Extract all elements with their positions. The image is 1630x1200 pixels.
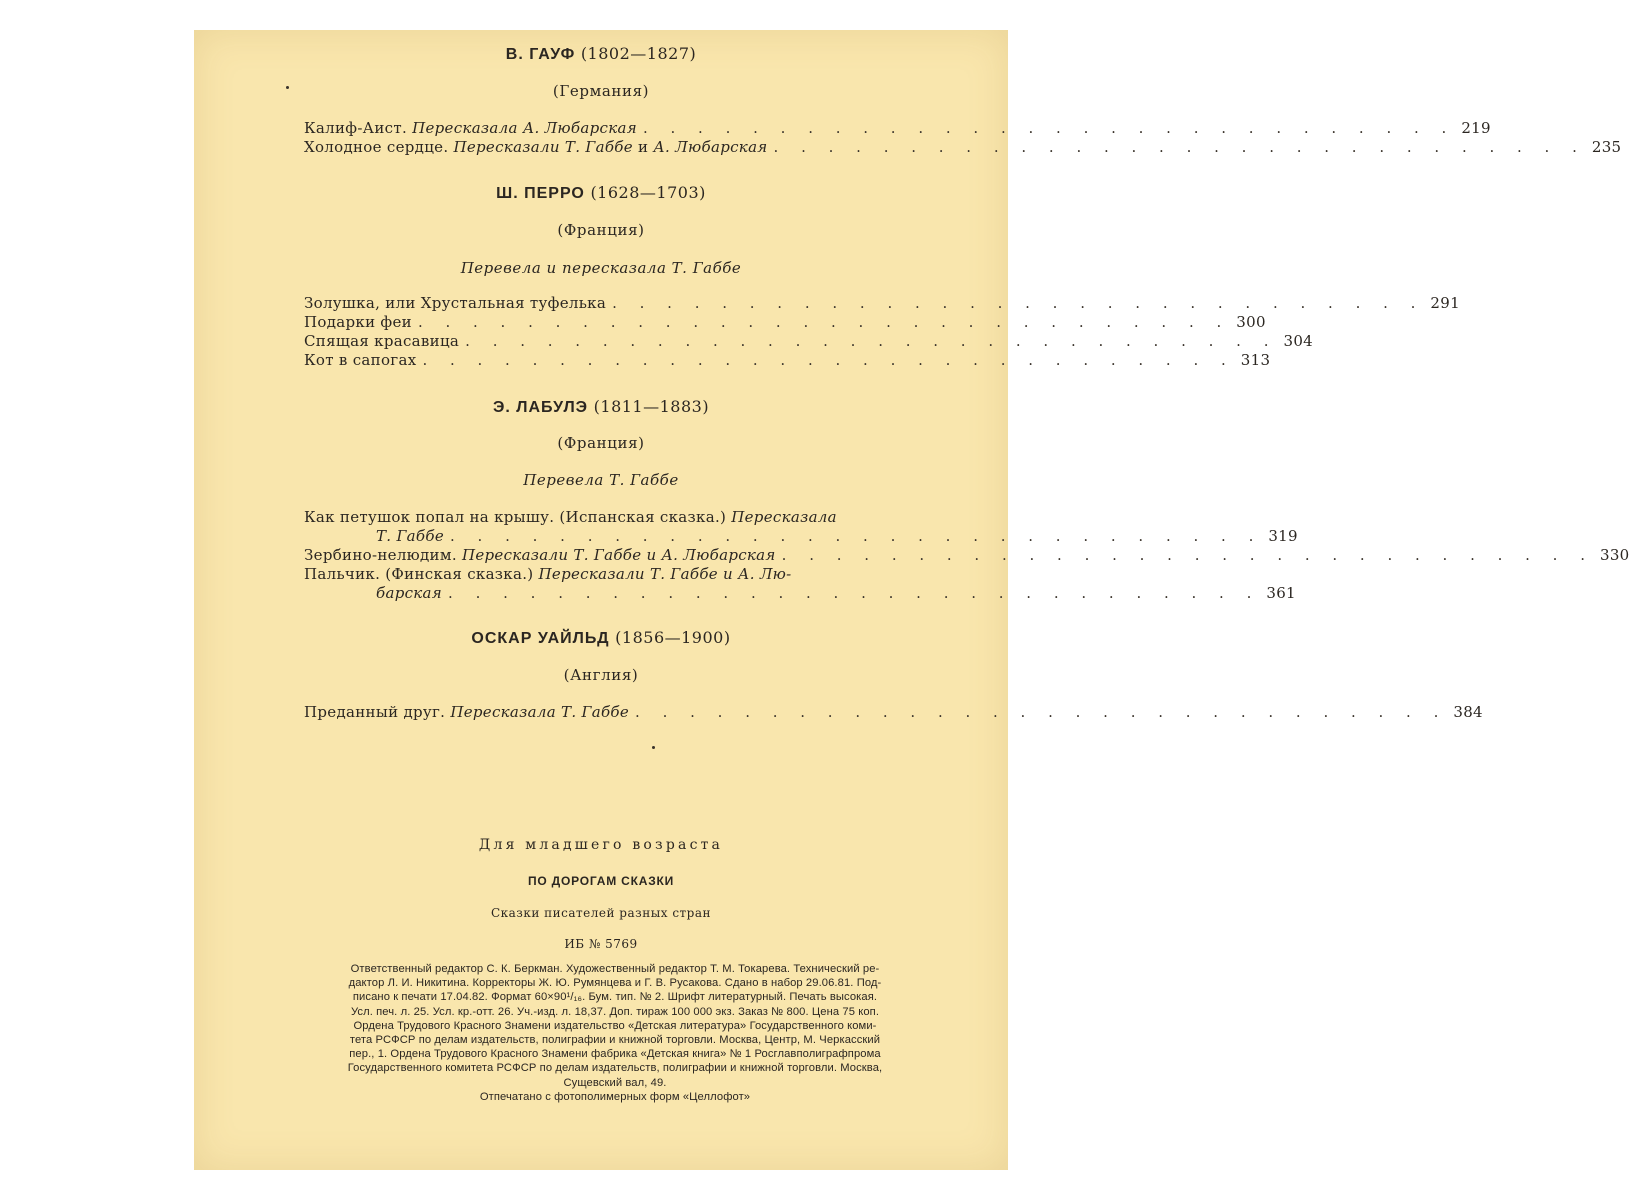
toc-list-laboulaye (304, 508, 1630, 603)
entry-credit: Пересказали Т. Габбе и А. Любарская (461, 546, 776, 564)
entry-credit: Пересказала Т. Габбе (450, 703, 630, 721)
imprint-line: пер., 1. Ордена Трудового Красного Знамени фабрика «Детская книга» № 1 Росглавполиграфпрома (349, 1048, 881, 1061)
translator-credit: Перевела и пересказала Т. Габбе (460, 259, 742, 277)
toc-entry-first-line[interactable] (304, 508, 922, 527)
leader-dots: . . . . . . . . . . . . . . . . . . . . . . . . . . . . . . (422, 351, 1235, 369)
author-name: В. ГАУФ (505, 46, 576, 63)
page-number: 304 (1283, 332, 1314, 350)
imprint-line: Ордена Трудового Красного Знамени издательство «Детская литература» Государственного коми- (353, 1019, 877, 1032)
toc-entry[interactable] (304, 294, 1460, 313)
country-label: (Франция) (557, 434, 645, 452)
author-years: (1628—1703) (590, 183, 706, 202)
imprint-line: Усл. печ. л. 25. Усл. кр.-отт. 26. Уч.-изд. л. 18,37. Доп. тираж 100 000 экз. Заказ № 800. Цена 75 коп. (350, 1005, 880, 1018)
leader-dots: . . . . . . . . . . . . . . . . . . . . . . . . . . . . . . (612, 294, 1425, 312)
author-name: ОСКАР УАЙЛЬД (471, 630, 610, 647)
author-heading-perrault (194, 183, 1008, 203)
page-number: 313 (1240, 351, 1271, 369)
imprint-block (270, 962, 960, 1104)
toc-entry[interactable] (304, 138, 1622, 157)
leader-dots: . . . . . . . . . . . . . . . . . . . . . . . . . . . . . . (448, 584, 1261, 602)
entry-credit: Пересказала (731, 508, 837, 526)
translator-credit: Перевела Т. Габбе (523, 471, 679, 489)
leader-dots: . . . . . . . . . . . . . . . . . . . . . . . . . . . . . . (465, 332, 1278, 350)
author-heading-hauff (194, 44, 1008, 64)
audience-label: Для младшего возраста (478, 837, 724, 853)
toc-entry-first-line[interactable] (304, 565, 922, 584)
author-name: Ш. ПЕРРО (496, 185, 585, 202)
entry-credit: Пересказали Т. Габбе и А. Лю- (538, 565, 792, 583)
toc-list-hauff (304, 119, 1622, 157)
author-heading-wilde (194, 628, 1008, 648)
print-speck (652, 746, 655, 749)
leader-dots: . . . . . . . . . . . . . . . . . . . . . . . . . . . . . . (773, 138, 1586, 156)
author-years: (1856—1900) (615, 628, 731, 647)
author-name: Э. ЛАБУЛЭ (492, 399, 589, 416)
entry-credit-second: А. Любарская (653, 138, 768, 156)
toc-entry[interactable] (304, 313, 1266, 332)
page-number: 291 (1430, 294, 1460, 312)
entry-credit: Пересказали Т. Габбе (453, 138, 633, 156)
page-number: 235 (1591, 138, 1622, 156)
page-number: 319 (1268, 527, 1298, 545)
imprint-line: дактор Л. И. Никитина. Корректоры Ж. Ю. Румянцева и Г. В. Русакова. Сдано в набор 29.06.81. Под- (348, 977, 882, 990)
ib-number: ИБ № 5769 (564, 937, 638, 951)
toc-entry[interactable] (304, 703, 1483, 722)
entry-title: Холодное сердце. (304, 138, 449, 156)
entry-title: Спящая красавица (304, 332, 460, 350)
toc-entry[interactable] (304, 351, 1271, 370)
book-title: ПО ДОРОГАМ СКАЗКИ (527, 874, 675, 888)
imprint-line: Отпечатано с фотополимерных форм «Целлофот» (479, 1090, 751, 1103)
entry-credit-joiner: и (638, 138, 649, 156)
imprint-line: Государственного комитета РСФСР по делам издательств, полиграфии и книжной торговли. Москва, (347, 1062, 883, 1075)
leader-dots: . . . . . . . . . . . . . . . . . . . . . . . . . . . . . . (417, 313, 1231, 331)
entry-credit-continuation: барская (376, 584, 443, 602)
imprint-line: писано к печати 17.04.82. Формат 60×90¹/₁₆. Бум. тип. № 2. Шрифт литературный. Печать высокая. (352, 991, 878, 1004)
entry-title: Как петушок попал на крышу. (Испанская сказка.) (304, 508, 727, 526)
toc-entry[interactable] (304, 332, 1314, 351)
book-page (194, 30, 1630, 1170)
imprint-line: Ответственный редактор С. К. Беркман. Художественный редактор Т. М. Токарева. Технический ре- (350, 963, 880, 975)
leader-dots: . . . . . . . . . . . . . . . . . . . . . . . . . . . . . . (781, 546, 1594, 564)
imprint-line: тета РСФСР по делам издательств, полиграфии и книжной торговли. Москва, Центр, М. Черкасский (349, 1034, 881, 1047)
entry-title: Пальчик. (Финская сказка.) (304, 565, 534, 583)
imprint-line: Сущевский вал, 49. (563, 1076, 667, 1089)
author-years: (1802—1827) (580, 44, 697, 63)
toc-entry-continuation[interactable] (304, 527, 1298, 546)
page-number: 361 (1266, 584, 1296, 602)
entry-title: Кот в сапогах (304, 351, 417, 369)
leader-dots: . . . . . . . . . . . . . . . . . . . . . . . . . . . . . . (450, 527, 1263, 545)
entry-title: Подарки феи (304, 313, 412, 331)
leader-dots: . . . . . . . . . . . . . . . . . . . . . . . . . . . . . . (642, 119, 1456, 137)
entry-title: Золушка, или Хрустальная туфелька (304, 294, 607, 312)
entry-title: Калиф-Аист. (304, 119, 408, 137)
author-years: (1811—1883) (593, 397, 710, 416)
page-number: 300 (1236, 313, 1266, 331)
page-number: 384 (1453, 703, 1483, 721)
toc-entry[interactable] (304, 119, 1491, 138)
country-label: (Франция) (557, 221, 645, 239)
toc-list-perrault (304, 294, 1460, 370)
leader-dots: . . . . . . . . . . . . . . . . . . . . . . . . . . . . . . (635, 703, 1448, 721)
toc-list-wilde (304, 703, 1483, 722)
book-subtitle: Сказки писателей разных стран (490, 906, 712, 920)
toc-entry-continuation[interactable] (304, 584, 1296, 603)
author-heading-laboulaye (194, 397, 1008, 417)
entry-credit-continuation: Т. Габбе (376, 527, 445, 545)
entry-credit: Пересказала А. Любарская (412, 119, 637, 137)
page-number: 330 (1600, 546, 1630, 564)
entry-title: Зербино-нелюдим. (304, 546, 457, 564)
entry-title: Преданный друг. (304, 703, 446, 721)
toc-entry[interactable] (304, 546, 1630, 565)
country-label: (Англия) (563, 666, 639, 684)
country-label: (Германия) (552, 82, 650, 100)
print-speck (286, 86, 289, 89)
page-number: 219 (1461, 119, 1491, 137)
